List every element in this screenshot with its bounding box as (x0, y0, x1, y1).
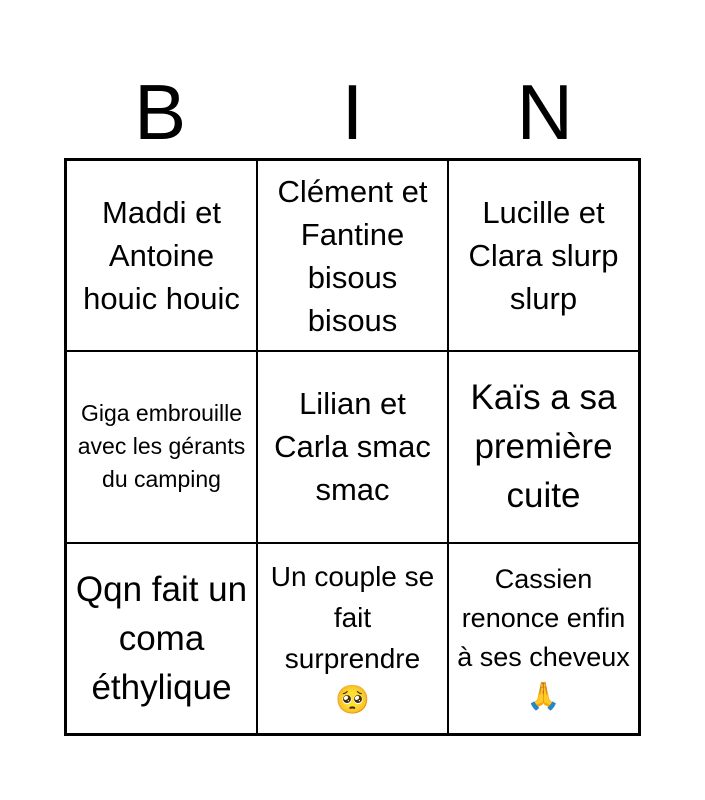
cell-text: Lucille et Clara slurp slurp (468, 195, 619, 317)
cell-text: Un couple se fait surprendre 🥺 (270, 561, 435, 716)
bingo-cell[interactable] (66, 160, 257, 351)
header-letter-i: I (341, 68, 364, 156)
bingo-cell[interactable] (257, 351, 448, 542)
header-letter-n: N (516, 68, 573, 156)
cell-text: Clément et Fantine bisous bisous (277, 173, 428, 338)
bingo-cell[interactable] (66, 351, 257, 542)
cell-text: Qqn fait un coma éthylique (75, 569, 248, 707)
cell-text: Kaïs a sa première cuite (470, 378, 617, 516)
bingo-cell[interactable] (448, 160, 639, 351)
bingo-grid (64, 158, 641, 736)
bingo-cell[interactable] (66, 543, 257, 734)
header-letter-b: B (134, 68, 187, 156)
bingo-cell[interactable] (448, 351, 639, 542)
bingo-cell[interactable] (257, 543, 448, 734)
bingo-header (64, 70, 641, 155)
bingo-cell[interactable] (448, 543, 639, 734)
cell-text: Lilian et Carla smac smac (274, 386, 431, 508)
cell-text: Giga embrouille avec les gérants du camping (77, 400, 246, 493)
cell-text: Cassien renonce enfin à ses cheveux 🙏 (457, 564, 630, 712)
bingo-cell[interactable] (257, 160, 448, 351)
cell-text: Maddi et Antoine houic houic (83, 195, 240, 317)
